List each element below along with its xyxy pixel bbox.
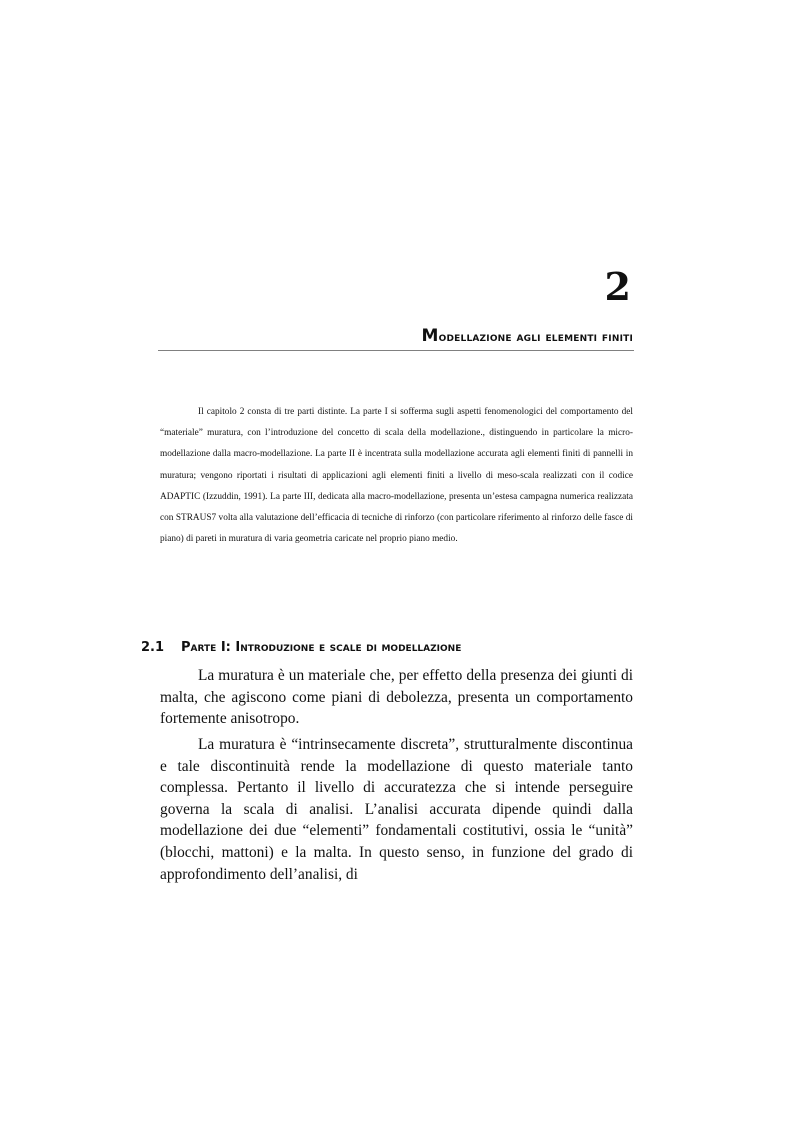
chapter-number: 2	[604, 264, 631, 309]
title-divider	[158, 350, 634, 351]
section-heading	[141, 640, 461, 655]
chapter-title	[422, 326, 633, 346]
chapter-title-initial: M	[421, 326, 439, 346]
section-number: 2.1	[141, 640, 165, 655]
section-title: Parte I: Introduzione e scale di modellazione	[181, 640, 462, 655]
body-paragraph: La muratura è un materiale che, per effetto della presenza dei giunti di malta, che agiscono come piani di debolezza, presenta un comportamento fortemente anisotropo.	[160, 667, 633, 728]
body-paragraph: La muratura è “intrinsecamente discreta”, strutturalmente discontinua e tale discontinuità rende la modellazione di questo materiale tanto complessa. Pertanto il livello di accuratezza che si intende perseguire governa la scala di analisi. L’analisi accurata dipende quindi dalla modellazione dei due “elementi” fondamentali costitutivi, ossia le “unità” (blocchi, mattoni) e la malta. In questo senso, in funzione del grado di approfondimento dell’analisi, di	[160, 736, 633, 883]
chapter-abstract: Il capitolo 2 consta di tre parti distinte. La parte I si sofferma sugli aspetti fenomenologici del comportamento del “materiale” muratura, con l’introduzione del concetto di scala della modellazione., distinguendo in particolare la micro-modellazione dalla macro-modellazione. La parte II è incentrata sulla modellazione accurata agli elementi finiti di pannelli in muratura; vengono riportati i risultati di applicazioni agli elementi finiti a livello di meso-scala realizzati con il codice ADAPTIC (Izzuddin, 1991). La parte III, dedicata alla macro-modellazione, presenta un’estesa campagna numerica realizzata con STRAUS7 volta alla valutazione dell’efficacia di tecniche di rinforzo (con particolare riferimento al rinforzo delle fasce di piano) di pareti in muratura di varia geometria caricate nel proprio piano medio.	[160, 407, 633, 545]
chapter-title-rest: odellazione agli elementi finiti	[438, 330, 633, 345]
